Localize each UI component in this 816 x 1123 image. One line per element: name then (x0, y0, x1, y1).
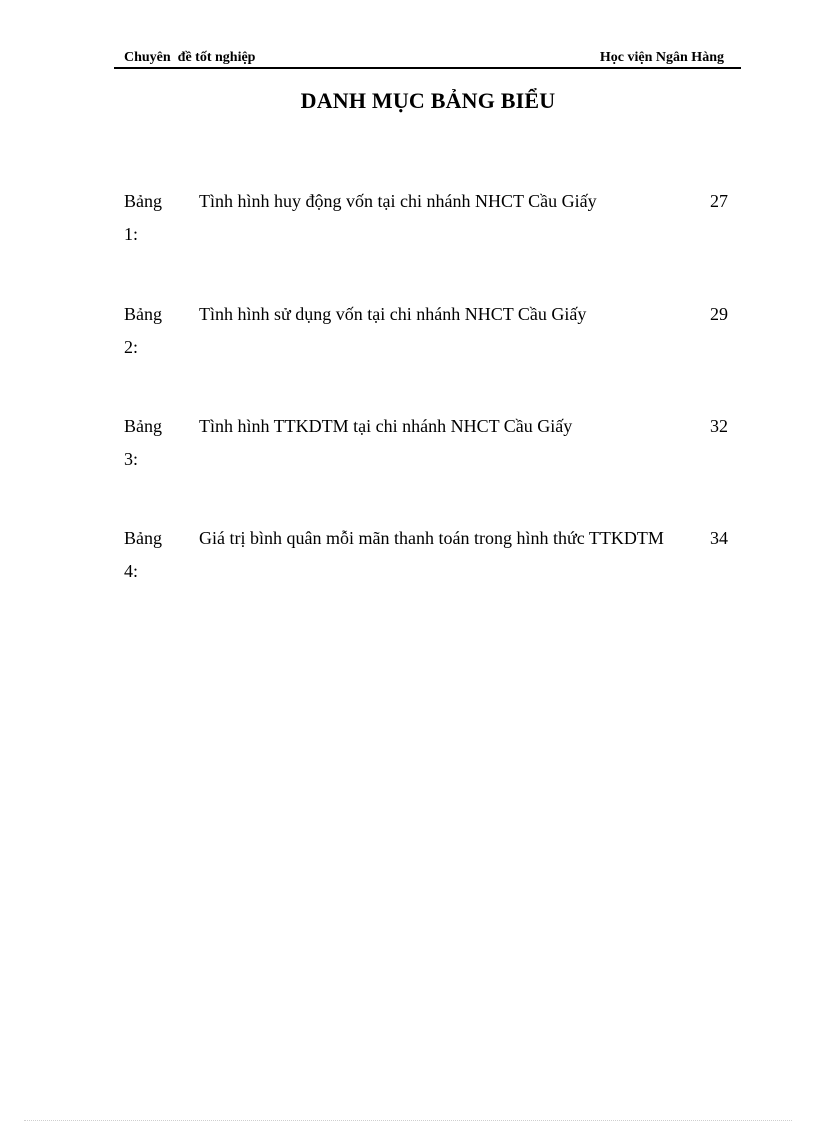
header-left-text: Chuyên đề tốt nghiệp (124, 50, 256, 65)
toc-entry-label: Bảng 2: (124, 304, 162, 357)
page-header (124, 50, 724, 68)
toc-entry-title: Tình hình huy động vốn tại chi nhánh NHCT Cầu Giấy (199, 191, 597, 211)
toc-entry-page: 27 (710, 191, 728, 211)
toc-entry-title: Tình hình sử dụng vốn tại chi nhánh NHCT Cầu Giấy (199, 304, 587, 324)
header-rule (114, 67, 741, 69)
toc-entry-title: Giá trị bình quân mỗi mãn thanh toán trong hình thức TTKDTM (199, 528, 664, 548)
footer-dotted-rule (24, 1120, 792, 1121)
toc-entry-label: Bảng 3: (124, 416, 162, 469)
toc-entry-page: 29 (710, 304, 728, 324)
toc-entry-page: 34 (710, 528, 728, 548)
toc-entry-title: Tình hình TTKDTM tại chi nhánh NHCT Cầu Giấy (199, 416, 573, 436)
toc-entry-label: Bảng 1: (124, 191, 162, 244)
toc-entry-label: Bảng 4: (124, 528, 162, 581)
toc-entry-page: 32 (710, 416, 728, 436)
page-title: DANH MỤC BẢNG BIỂU (300, 88, 556, 113)
header-right-text: Học viện Ngân Hàng (599, 50, 724, 65)
